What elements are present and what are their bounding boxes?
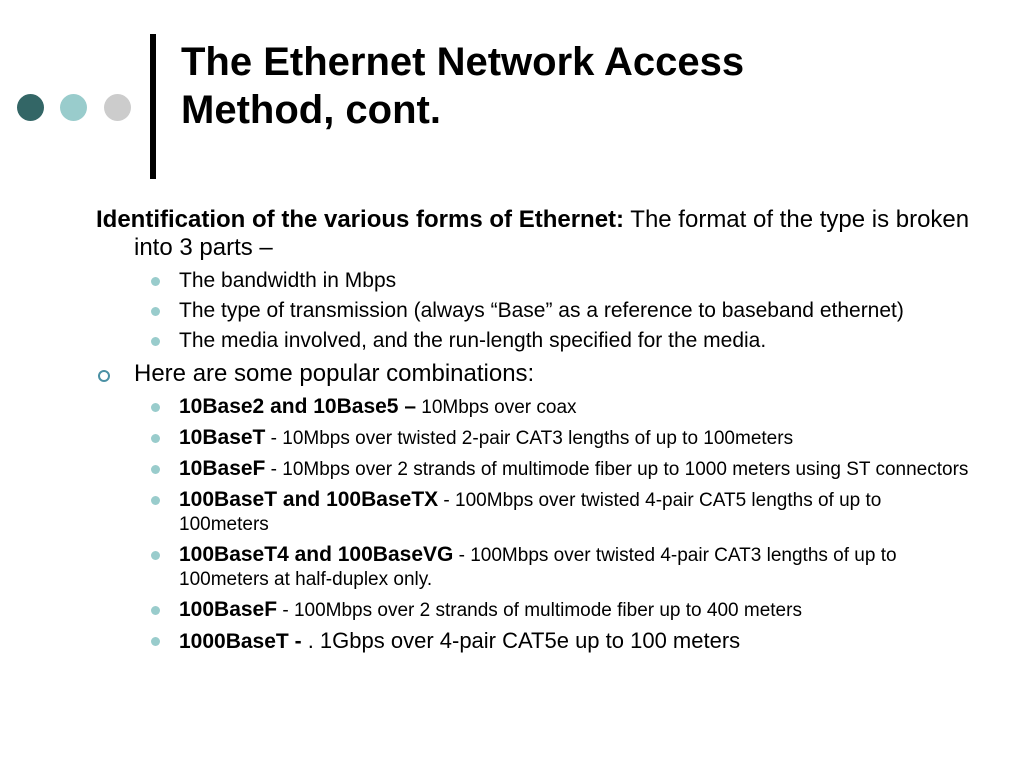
list-item [96,488,976,536]
intro-bold-text: Identification of the various forms of Ethernet: [96,206,625,233]
decor-dot-dark [17,94,44,121]
combo-name: 100BaseT4 and 100BaseVG [179,543,454,566]
combos-list [96,395,976,653]
decor-dot-teal [60,94,87,121]
combo-desc: 10Mbps over coax [416,397,577,418]
list-item [96,395,976,419]
combos-heading: Here are some popular combinations: [134,360,535,387]
list-item [96,457,976,481]
slide-title [181,38,981,134]
list-item [96,629,976,653]
combo-desc: - 100Mbps over twisted 4-pair CAT5 lengths of up to 100meters [179,490,882,535]
combo-name: 10Base2 and 10Base5 – [179,395,416,418]
combo-desc: - 100Mbps over twisted 4-pair CAT3 lengths of up to 100meters at half-duplex only. [179,545,897,590]
list-item [96,543,976,591]
combo-desc: - 10Mbps over 2 strands of multimode fiber up to 1000 meters using ST connectors [265,459,969,480]
list-item [96,598,976,622]
combo-name: 1000BaseT - [179,630,302,653]
slide-body [96,206,976,653]
combo-desc: - 10Mbps over twisted 2-pair CAT3 lengths of up to 100meters [265,428,794,449]
circle-bullet-icon [98,370,110,382]
combo-name: 100BaseF [179,598,278,621]
combos-heading-item [96,360,976,388]
list-item: The type of transmission (always “Base” as a reference to baseband ethernet) [96,299,976,322]
combo-name: 10BaseT [179,426,266,449]
intro-text: The format of the type is broken into 3 parts – [134,206,970,261]
intro-paragraph [96,206,976,262]
slide-title-line2: Method, cont. [181,88,441,132]
combo-name: 100BaseT and 100BaseTX [179,488,439,511]
combo-name: 10BaseF [179,457,266,480]
slide-title-line1: The Ethernet Network Access [181,40,745,84]
list-item: The media involved, and the run-length specified for the media. [96,329,976,352]
list-item: The bandwidth in Mbps [96,269,976,292]
list-item [96,426,976,450]
combo-desc: . 1Gbps over 4-pair CAT5e up to 100 meters [301,628,741,653]
decor-dot-gray [104,94,131,121]
parts-list [96,269,976,352]
combo-desc: - 100Mbps over 2 strands of multimode fiber up to 400 meters [277,600,802,621]
title-divider [150,34,156,179]
